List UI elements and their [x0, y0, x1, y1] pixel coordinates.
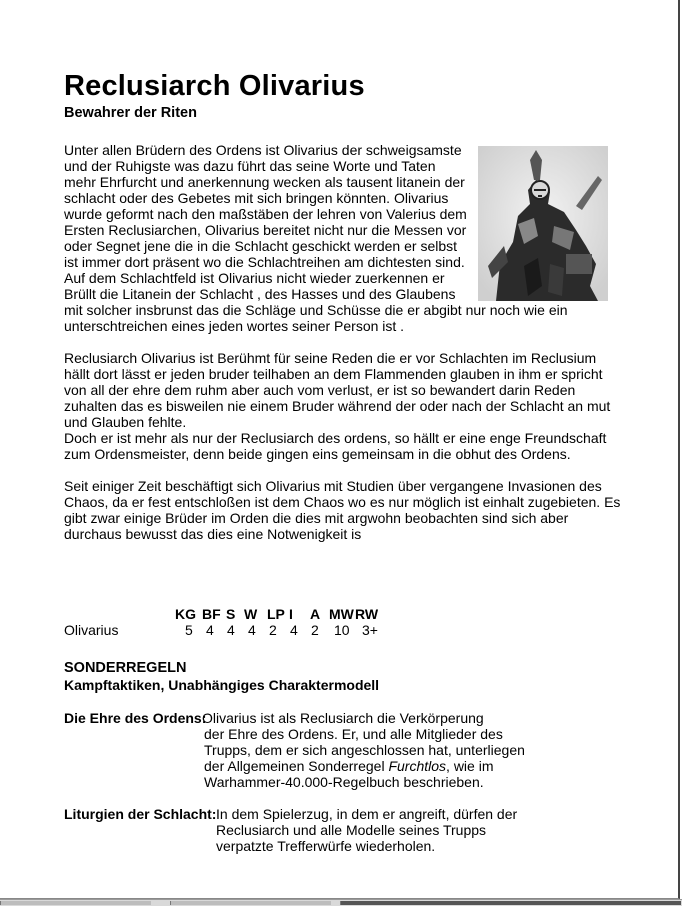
rule-line: der Ehre des Ordens. Er, und alle Mitglieder des — [204, 726, 503, 742]
stat-value: 4 — [248, 622, 256, 638]
rule-liturgien-der-schlacht — [64, 806, 624, 854]
rule-text — [216, 806, 517, 854]
paragraph-2: Reclusiarch Olivarius ist Berühmt für seine Reden die er vor Schlachten im Reclusium hällt dort lässt er jeden bruder teilhaben an dem Flammenden glauben in ihm er spricht von all der ehre dem ruhm aber auch vom verlust, er ist so bewandert darin Reden zuhalten das es bisweilen nie einem Bruder während der oder nach der Schlacht an mut und Glauben fehlte. — [64, 350, 611, 430]
rule-ehre-des-ordens — [64, 710, 624, 790]
page-subtitle: Bewahrer der Riten — [64, 105, 197, 121]
rule-name: Die Ehre des Ordens: — [64, 710, 207, 726]
stat-header: RW — [355, 606, 379, 622]
spacer — [64, 694, 624, 710]
rule-line-part: , wie im — [446, 758, 494, 774]
stat-value: 4 — [206, 622, 214, 638]
stat-table — [64, 606, 624, 636]
stat-header: BF — [202, 606, 221, 622]
rules-title: SONDERREGELN — [64, 660, 187, 676]
paragraph-1-text: Unter allen Brüdern des Ordens ist Olivarius der schweigsamste und der Ruhigste was dazu führt das seine Worte und Taten mehr Ehrfurcht und anerkennung wecken als tausent litanein der schlacht oder des Gebetes mit sich bringen könnten. Olivarius wurde geformt nach den maßstäben der lehren von Valerius dem Ersten Reclusiarchen, Olivarius bereitet nicht nur die Messen vor oder Segnet jene die in die Schlacht geschickt werden er selbst ist immer dort präsent wo die Schlachtreihen am dichtesten sind. Auf dem Schlachtfeld ist Olivarius nicht wieder zuerkennen er Brüllt die Litanein der Schlacht , des Hasses und des Glaubens mit solcher insbrunst das die Schläge und Schüsse die er abgibt nur noch wie ein unterschtreichen eines jeden wortes seiner Person ist . — [64, 142, 568, 334]
stat-unit-name: Olivarius — [64, 622, 119, 638]
rule-name: Liturgien der Schlacht: — [64, 806, 217, 822]
stat-header: A — [310, 606, 321, 622]
spacer — [64, 542, 624, 606]
rule-line — [204, 758, 525, 774]
rule-line: verpatzte Trefferwürfe wiederholen. — [216, 838, 436, 854]
paragraph-4: Seit einiger Zeit beschäftigt sich Olivarius mit Studien über vergangene Invasionen des Chaos, da er fest entschloßen ist dem Chaos wo es nur möglich ist einhalt zugebieten. Es gibt zwar einige Brüder im Orden die dies mit argwohn beobachten sind sich aber durchaus bewusst das dies eine Notwenigkeit is — [64, 478, 621, 542]
stat-value: 10 — [334, 622, 350, 638]
rule-line: In dem Spielerzug, in dem er angreift, dürfen der — [216, 806, 518, 822]
stat-header: LP — [267, 606, 285, 622]
space-marine-chaplain-portrait-icon — [478, 146, 608, 301]
rule-line: Reclusiarch und alle Modelle seines Trupps — [216, 822, 487, 838]
stat-value: 2 — [311, 622, 319, 638]
rule-line: Trupps, dem er sich angeschlossen hat, unterliegen — [204, 742, 525, 758]
taskbar-segment[interactable] — [0, 901, 151, 905]
document-body — [64, 70, 624, 854]
page-title: Reclusiarch Olivarius — [64, 70, 365, 102]
stat-header: MW — [329, 606, 354, 622]
paragraph-3: Doch er ist mehr als nur der Reclusiarch des ordens, so hällt er eine enge Freundschaft zum Ordensmeister, denn beide gingen eins gemeinsam in die obhut des Ordens. — [64, 430, 607, 462]
rule-line: Warhammer-40.000-Regelbuch beschrieben. — [204, 774, 484, 790]
stat-value: 4 — [227, 622, 235, 638]
stat-value: 3+ — [362, 622, 378, 638]
rule-text — [204, 710, 525, 790]
stat-header: I — [289, 606, 293, 622]
stat-header: W — [244, 606, 258, 622]
rule-line: Olivarius ist als Reclusiarch die Verkörperung — [202, 710, 484, 726]
taskbar-segment[interactable] — [340, 901, 681, 905]
stat-value: 4 — [290, 622, 298, 638]
rules-subtitle: Kampftaktiken, Unabhängiges Charaktermodell — [64, 677, 380, 693]
paragraph-1 — [64, 142, 624, 334]
stat-value: 5 — [185, 622, 193, 638]
stat-header: KG — [175, 606, 196, 622]
taskbar-segment[interactable] — [170, 901, 331, 905]
stat-header: S — [226, 606, 236, 622]
spacer — [64, 790, 624, 806]
rule-line-part: der Allgemeinen Sonderregel — [204, 758, 389, 774]
spacer — [64, 636, 624, 660]
stat-value: 2 — [269, 622, 277, 638]
rule-keyword: Furchtlos — [388, 758, 447, 774]
